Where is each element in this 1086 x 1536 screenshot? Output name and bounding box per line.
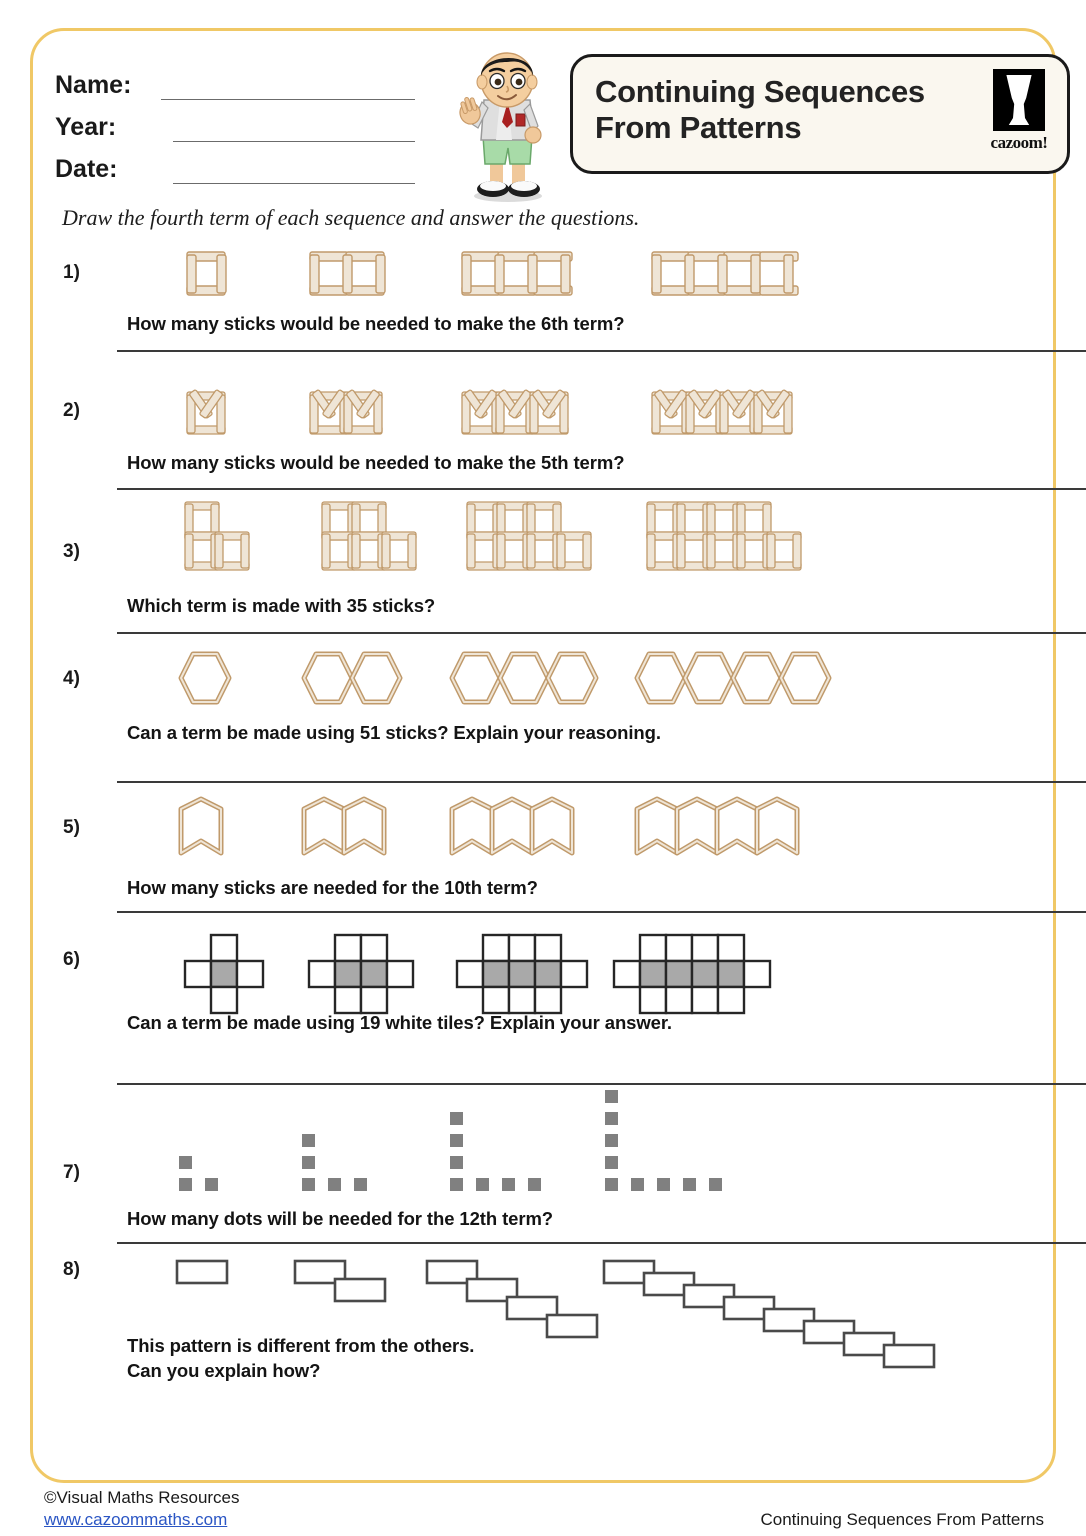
grey-white-tiles-figure [117,925,817,997]
question-5-divider [117,911,1086,913]
hexagons-row-figure [117,648,817,708]
footer-sheet-name: Continuing Sequences From Patterns [760,1510,1044,1529]
student-info-fields [55,58,415,184]
question-7-prompt: How many dots will be needed for the 12th term? [127,1208,554,1229]
question-2-prompt: How many sticks would be needed to make the 5th term? [127,452,625,473]
name-label: Name: [55,71,132,99]
date-input-line[interactable] [173,157,415,184]
question-6-divider [117,1083,1086,1085]
name-field-row [55,58,415,100]
houses-row-figure [117,360,817,438]
question-5-prompt: How many sticks are needed for the 10th term? [127,877,538,898]
question-7-divider [117,1242,1086,1244]
question-6-number: 6) [63,949,80,970]
page-title [595,74,985,146]
name-input-line[interactable] [161,73,415,100]
question-7-figures [117,1090,1037,1190]
date-label: Date: [55,155,118,183]
squares-row-figure [117,246,817,302]
page-title-line1: Continuing Sequences [595,74,925,109]
copyright-text: ©Visual Maths Resources [44,1488,240,1507]
question-3-prompt: Which term is made with 35 sticks? [127,595,436,616]
question-3-number: 3) [63,541,80,562]
question-5-number: 5) [63,817,80,838]
question-6-prompt: Can a term be made using 19 white tiles? Explain your answer. [127,1012,672,1033]
student-waving-icon [450,48,560,203]
question-2-figures [117,360,1037,438]
L-shaped-squares-figure [117,498,817,584]
website-link[interactable]: www.cazoommaths.com [44,1510,228,1529]
cazoom-logo [987,69,1051,165]
question-5-figures [117,793,1037,865]
question-2-number: 2) [63,400,80,421]
question-4-figures [117,648,1037,708]
question-2-divider [117,488,1086,490]
year-label: Year: [55,113,117,141]
dots-L-shape-figure [117,1090,817,1190]
date-field-row [55,142,415,184]
question-6-figures [117,925,1037,997]
worksheet-title-box [570,54,1070,174]
cazoom-logo-word: cazoom! [990,133,1048,152]
question-1-number: 1) [63,262,80,283]
instruction-text: Draw the fourth term of each sequence and answer the questions. [62,205,640,230]
question-8-prompt-line1: This pattern is different from the others. [127,1335,475,1356]
year-input-line[interactable] [173,115,415,142]
question-8-number: 8) [63,1259,80,1280]
question-3-divider [117,632,1086,634]
page-title-line2: From Patterns [595,110,802,145]
question-1-prompt: How many sticks would be needed to make the 6th term? [127,313,625,334]
question-4-divider [117,781,1086,783]
question-3-figures [117,498,1037,584]
cazoom-cup-icon [993,69,1045,131]
year-field-row [55,100,415,142]
ribbons-row-figure [117,793,817,865]
question-7-number: 7) [63,1162,80,1183]
question-4-number: 4) [63,668,80,689]
question-1-divider [117,350,1086,352]
question-1-figures [117,246,1037,302]
question-8-prompt-line2: Can you explain how? [127,1360,321,1381]
question-4-prompt: Can a term be made using 51 sticks? Explain your reasoning. [127,722,661,743]
worksheet-header [55,48,1048,198]
